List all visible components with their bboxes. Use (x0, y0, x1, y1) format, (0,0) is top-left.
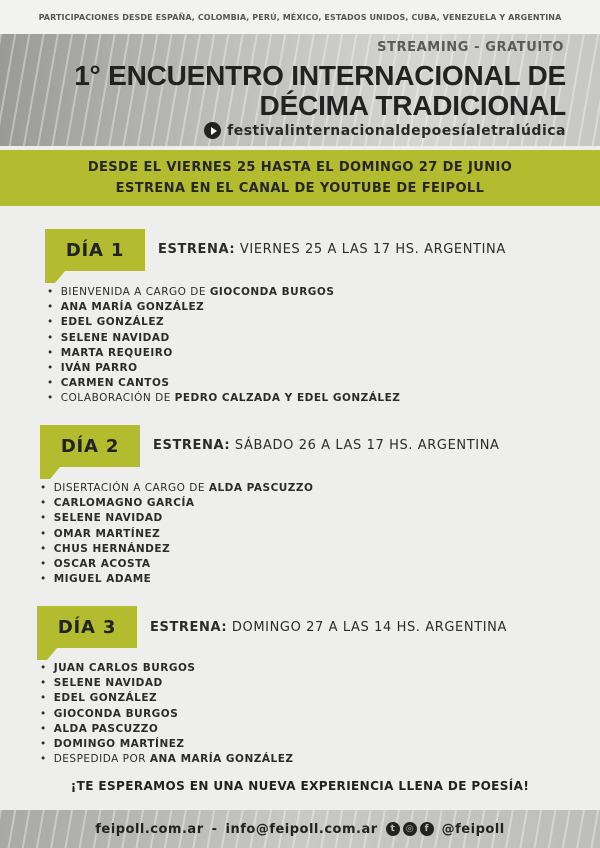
day-2-label: DÍA 2 (60, 435, 120, 457)
date-banner (0, 150, 600, 206)
closing-message: ¡TE ESPERAMOS EN UNA NUEVA EXPERIENCIA LLENA DE POESÍA! (70, 779, 530, 793)
list-item: • BIENVENIDA A CARGO DE GIOCONDA BURGOS (47, 285, 400, 300)
list-item: • ALDA PASCUZZO (40, 722, 293, 737)
list-item: • CARMEN CANTOS (47, 376, 400, 391)
list-item: • COLABORACIÓN DE PEDRO CALZADA Y EDEL GONZÁLEZ (47, 391, 400, 406)
day-1-estrena-text: VIERNES 25 A LAS 17 HS. ARGENTINA (235, 242, 506, 257)
twitter-icon[interactable]: t (386, 822, 400, 836)
day-2-tab (40, 425, 140, 467)
list-item: • MARTA REQUEIRO (47, 346, 400, 361)
list-item: • SELENE NAVIDAD (47, 331, 400, 346)
instagram-icon[interactable]: ◎ (403, 822, 417, 836)
youtube-icon (204, 122, 221, 139)
day-1-tab (45, 229, 145, 271)
list-item: • CHUS HERNÁNDEZ (40, 542, 313, 557)
footer (0, 810, 600, 848)
day-1-estrena (158, 242, 506, 257)
day-1-label: DÍA 1 (65, 239, 125, 261)
participations-strip (0, 0, 600, 34)
list-item: • OMAR MARTÍNEZ (40, 527, 313, 542)
list-item: • DOMINGO MARTÍNEZ (40, 737, 293, 752)
day-2-estrena-text: SÁBADO 26 A LAS 17 HS. ARGENTINA (230, 438, 500, 453)
date-banner-line2: ESTRENA EN EL CANAL DE YOUTUBE DE FEIPOLL (115, 181, 485, 196)
social-icons (386, 822, 434, 836)
event-title-line1: 1° ENCUENTRO INTERNACIONAL DE (74, 60, 566, 91)
day-3-tab (37, 606, 137, 648)
list-item: • MIGUEL ADAME (40, 572, 313, 587)
participations-text: PARTICIPACIONES DESDE ESPAÑA, COLOMBIA, PERÚ, MÉXICO, ESTADOS UNIDOS, CUBA, VENEZUELA Y ARGENTINA (38, 12, 562, 22)
list-item: • DISERTACIÓN A CARGO DE ALDA PASCUZZO (40, 481, 313, 496)
list-item: • SELENE NAVIDAD (40, 676, 293, 691)
day-3-list (40, 661, 293, 767)
list-item: • OSCAR ACOSTA (40, 557, 313, 572)
event-title-line2: DÉCIMA TRADICIONAL (259, 90, 566, 121)
list-item: • SELENE NAVIDAD (40, 511, 313, 526)
footer-separator: - (211, 821, 218, 837)
list-item: • DESPEDIDA POR ANA MARÍA GONZÁLEZ (40, 752, 293, 767)
list-item: • EDEL GONZÁLEZ (40, 691, 293, 706)
date-banner-line1: DESDE EL VIERNES 25 HASTA EL DOMINGO 27 DE JUNIO (87, 160, 513, 175)
day-3-label: DÍA 3 (57, 616, 117, 638)
email-link[interactable]: info@feipoll.com.ar (225, 821, 378, 837)
list-item: • ANA MARÍA GONZÁLEZ (47, 300, 400, 315)
youtube-channel[interactable] (204, 122, 566, 139)
day-3-estrena (150, 620, 507, 635)
day-2-estrena-label: ESTRENA: (153, 438, 231, 453)
header (0, 34, 600, 146)
day-3-estrena-text: DOMINGO 27 A LAS 14 HS. ARGENTINA (227, 620, 507, 635)
youtube-channel-name: festivalinternacionaldepoesíaletralúdica (227, 122, 566, 139)
website-link[interactable]: feipoll.com.ar (95, 821, 204, 837)
list-item: • EDEL GONZÁLEZ (47, 315, 400, 330)
day-2-estrena (153, 438, 500, 453)
facebook-icon[interactable]: f (420, 822, 434, 836)
social-handle[interactable]: @feipoll (441, 821, 505, 837)
day-2-list (40, 481, 313, 587)
streaming-label: STREAMING - GRATUITO (377, 40, 564, 55)
day-1-estrena-label: ESTRENA: (158, 242, 236, 257)
day-1-list (47, 285, 400, 407)
list-item: • CARLOMAGNO GARCÍA (40, 496, 313, 511)
day-3-estrena-label: ESTRENA: (150, 620, 228, 635)
list-item: • IVÁN PARRO (47, 361, 400, 376)
list-item: • JUAN CARLOS BURGOS (40, 661, 293, 676)
list-item: • GIOCONDA BURGOS (40, 707, 293, 722)
